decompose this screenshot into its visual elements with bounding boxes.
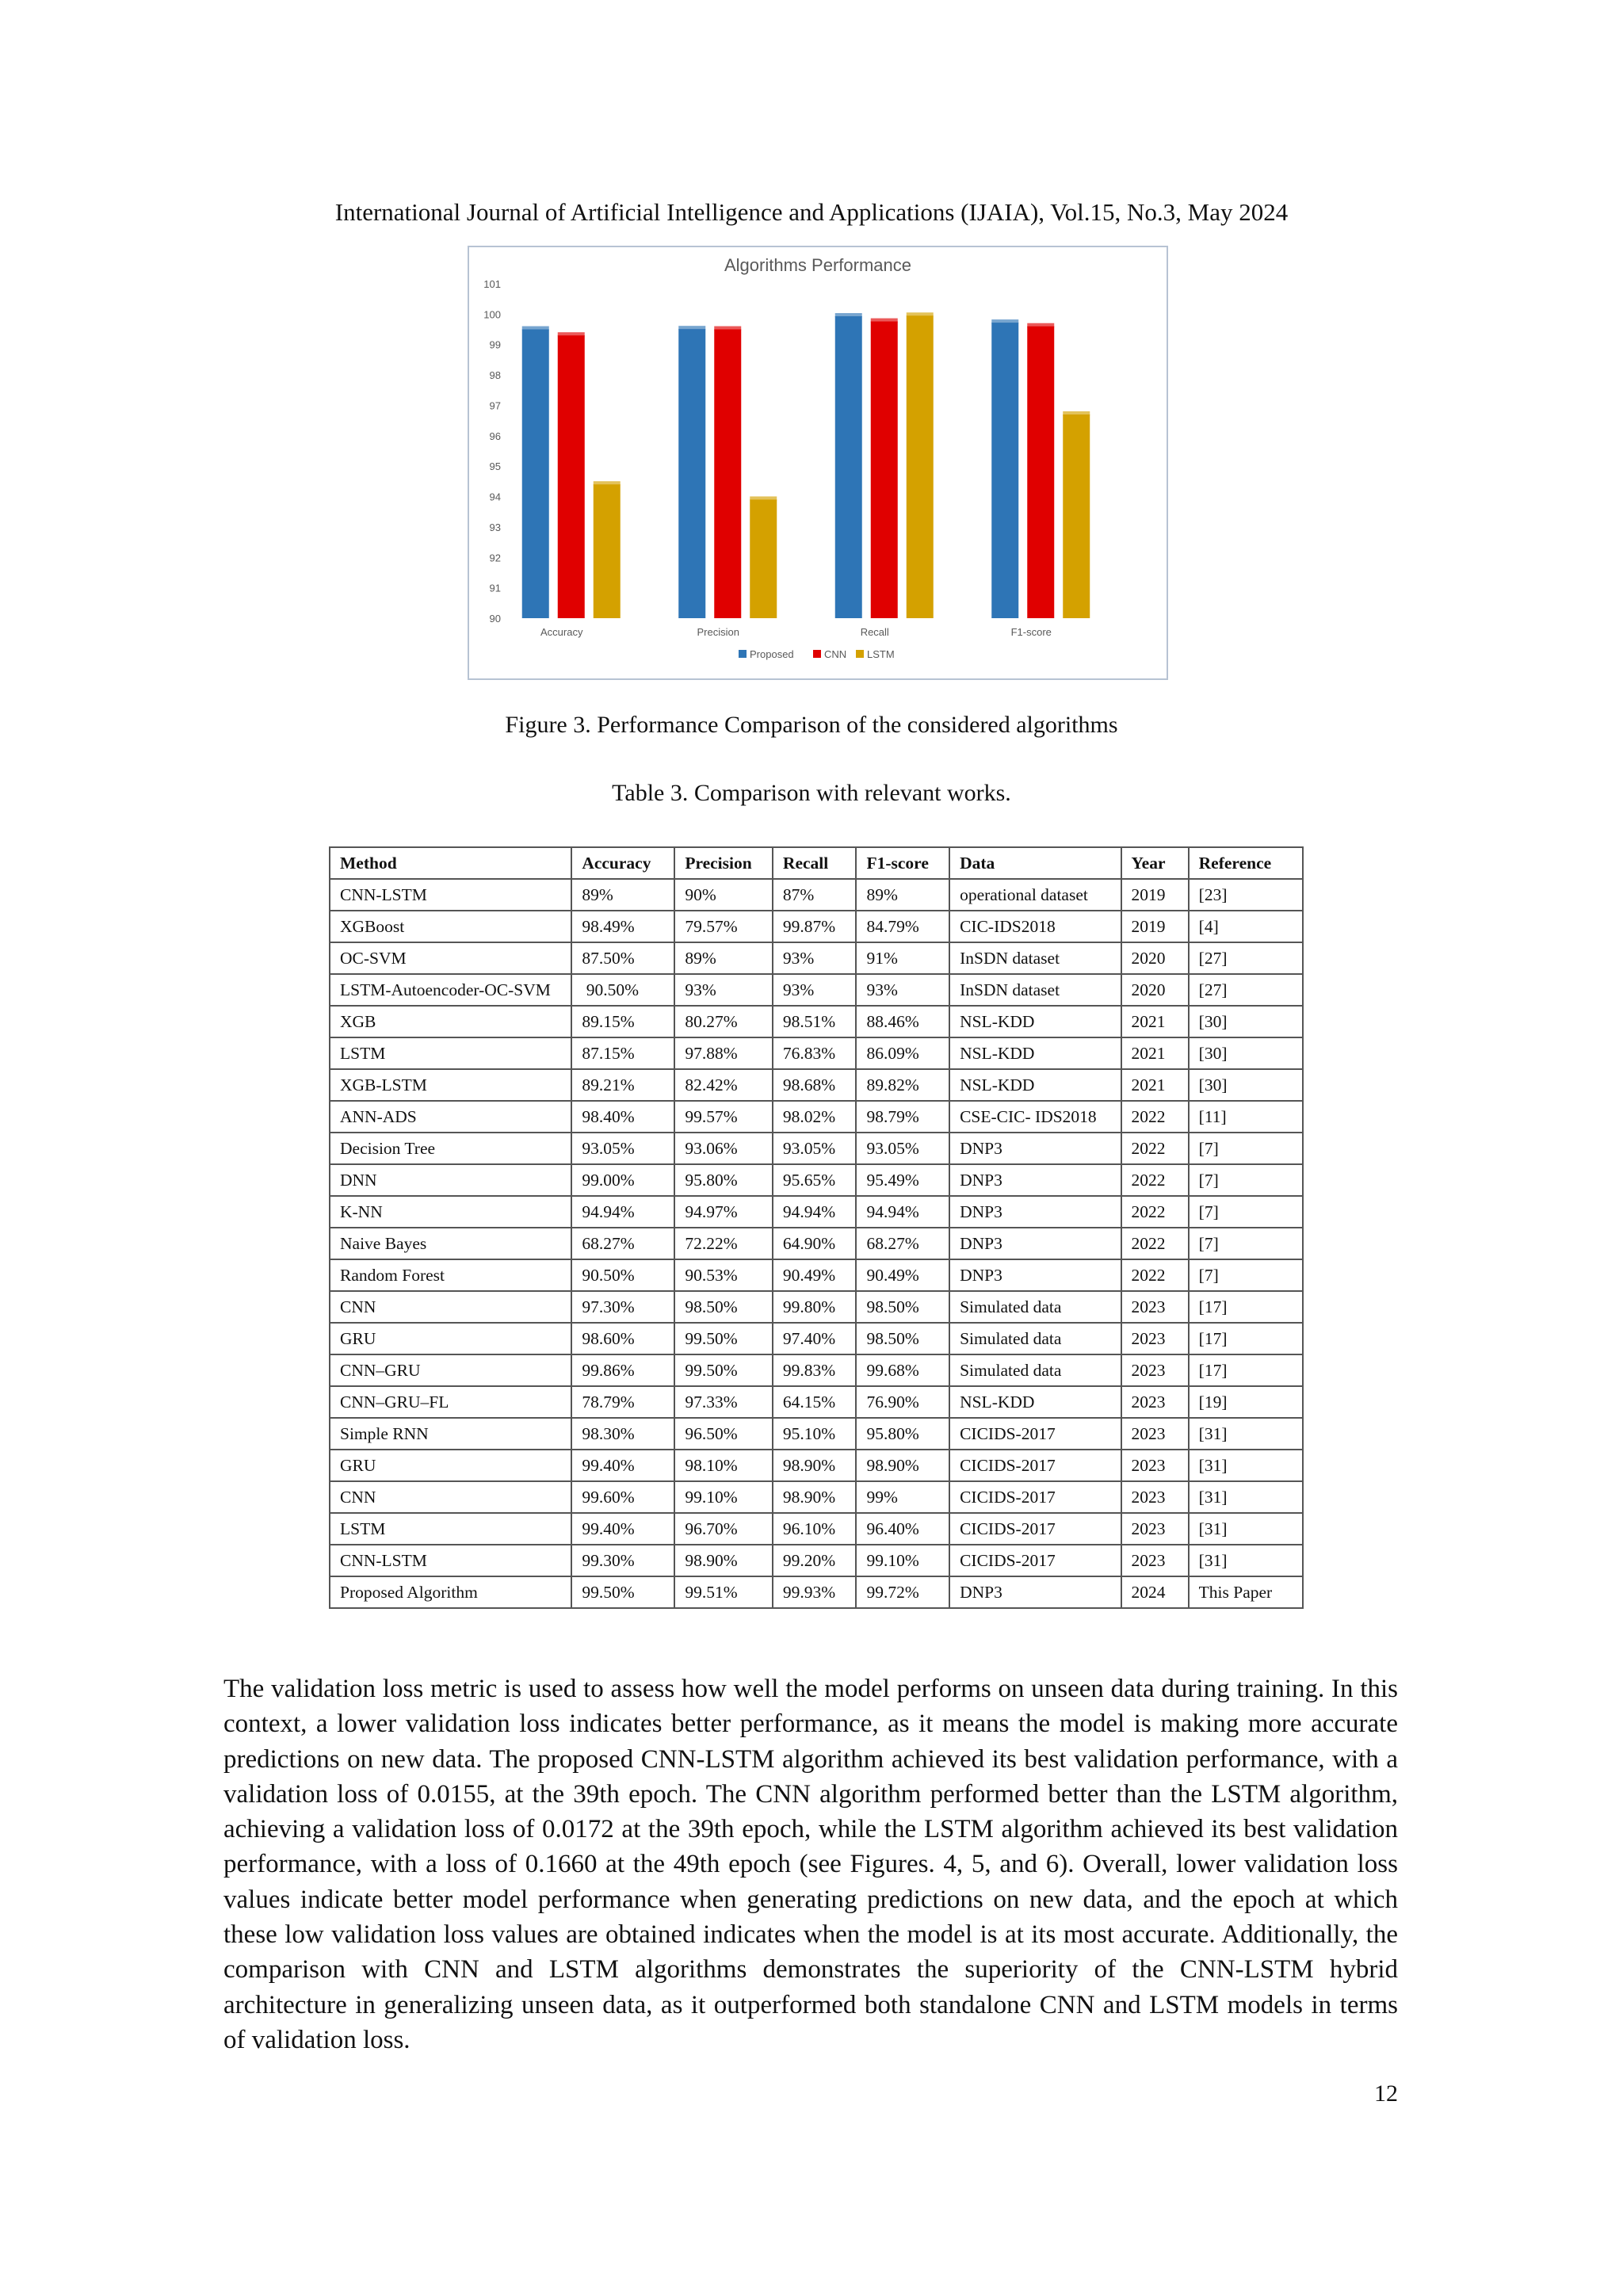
table-row (330, 1576, 1303, 1608)
table-body (330, 879, 1303, 1608)
table-row (330, 1133, 1303, 1164)
table-cell: 89.15% (571, 1006, 674, 1037)
table-cell: 95.80% (856, 1418, 949, 1450)
table-cell: 84.79% (856, 911, 949, 942)
table-cell: CICIDS-2017 (949, 1545, 1121, 1576)
table-cell: [7] (1189, 1133, 1303, 1164)
table-cell: GRU (330, 1450, 571, 1481)
table-row (330, 1101, 1303, 1133)
table-cell: 98.68% (773, 1069, 857, 1101)
legend-label: CNN (824, 648, 847, 660)
table-cell: 2021 (1121, 1069, 1189, 1101)
y-tick-label: 97 (489, 399, 501, 412)
table-cell: 2022 (1121, 1133, 1189, 1164)
bar (522, 330, 549, 618)
table-cell: [31] (1189, 1513, 1303, 1545)
table-cell: 93.05% (856, 1133, 949, 1164)
table-cell: 2023 (1121, 1418, 1189, 1450)
table-cell: NSL-KDD (949, 1386, 1121, 1418)
table-cell: 99.50% (674, 1323, 773, 1354)
table-cell: NSL-KDD (949, 1069, 1121, 1101)
table-cell: 82.42% (674, 1069, 773, 1101)
table-cell: 99.83% (773, 1354, 857, 1386)
bar (1027, 327, 1054, 618)
table-cell: 99.20% (773, 1545, 857, 1576)
table-cell: 99.87% (773, 911, 857, 942)
body-paragraph: The validation loss metric is used to assess how well the model performs on unseen data during training. In this context, a lower validation loss indicates better performance, as it means the model is making more accurate predictions on new data. The proposed CNN-LSTM algorithm achieved its best validation performance, with a validation loss of 0.0155, at the 39th epoch. The CNN algorithm performed better than the LSTM algorithm, achieving a validation loss of 0.0172 at the 39th epoch, while the LSTM algorithm achieved its best validation performance, with a loss of 0.1660 at the 49th epoch (see Figures. 4, 5, and 6). Overall, lower validation loss values indicate better model performance when generating predictions on new data, and the epoch at which these low validation loss values are obtained indicates when the model is at its most accurate. Additionally, the comparison with CNN and LSTM algorithms demonstrates the superiority of the CNN-LSTM hybrid architecture in generalizing unseen data, as it outperformed both standalone CNN and LSTM models in terms of validation loss. (223, 1675, 1398, 2054)
bar (558, 335, 585, 618)
table-cell: CICIDS-2017 (949, 1418, 1121, 1450)
table-cell: This Paper (1189, 1576, 1303, 1608)
table-cell: XGB-LSTM (330, 1069, 571, 1101)
table-cell: [27] (1189, 974, 1303, 1006)
table-cell: [31] (1189, 1418, 1303, 1450)
table-cell: 93% (856, 974, 949, 1006)
table-header-cell: Recall (773, 847, 857, 879)
table-cell: 98.49% (571, 911, 674, 942)
table-caption: Table 3. Comparison with relevant works. (612, 780, 1011, 806)
table-cell: 93% (773, 942, 857, 974)
table-cell: 98.90% (856, 1450, 949, 1481)
table-cell: 79.57% (674, 911, 773, 942)
bar-cap (558, 332, 585, 336)
table-cell: XGBoost (330, 911, 571, 942)
table-cell: 99% (856, 1481, 949, 1513)
bar-cap (522, 327, 549, 330)
table-cell: DNN (330, 1164, 571, 1196)
table-cell: LSTM (330, 1037, 571, 1069)
table-cell: 76.90% (856, 1386, 949, 1418)
table-cell: LSTM-Autoencoder-OC-SVM (330, 974, 571, 1006)
table-row (330, 1545, 1303, 1576)
table-cell: 64.15% (773, 1386, 857, 1418)
y-tick-label: 99 (489, 338, 501, 351)
table-row (330, 1259, 1303, 1291)
table-cell: 99.40% (571, 1513, 674, 1545)
table-header-cell: Reference (1189, 847, 1303, 879)
table-cell: [17] (1189, 1354, 1303, 1386)
bar-cap (907, 312, 934, 316)
table-cell: 2019 (1121, 911, 1189, 942)
table-cell: 2021 (1121, 1037, 1189, 1069)
table-cell: 96.40% (856, 1513, 949, 1545)
table-cell: [30] (1189, 1037, 1303, 1069)
table-cell: 89% (856, 879, 949, 911)
table-cell: 98.10% (674, 1450, 773, 1481)
table-cell: 98.50% (856, 1323, 949, 1354)
table-cell: NSL-KDD (949, 1037, 1121, 1069)
table-cell: [30] (1189, 1069, 1303, 1101)
table-cell: 88.46% (856, 1006, 949, 1037)
table-cell: Simple RNN (330, 1418, 571, 1450)
table-header-cell: Year (1121, 847, 1189, 879)
table-row (330, 1164, 1303, 1196)
table-cell: Simulated data (949, 1291, 1121, 1323)
table-header-cell: Method (330, 847, 571, 879)
table-cell: 99.93% (773, 1576, 857, 1608)
table-cell: 97.40% (773, 1323, 857, 1354)
table-cell: 90.49% (773, 1259, 857, 1291)
table-cell: 98.50% (674, 1291, 773, 1323)
table-row (330, 879, 1303, 911)
table-cell: 2023 (1121, 1354, 1189, 1386)
table-header-cell: Data (949, 847, 1121, 879)
table-cell: 97.30% (571, 1291, 674, 1323)
table-cell: DNP3 (949, 1133, 1121, 1164)
bar-cap (1027, 323, 1054, 327)
table-header-cell: Precision (674, 847, 773, 879)
bar-cap (678, 326, 705, 330)
table-row (330, 974, 1303, 1006)
table-cell: [19] (1189, 1386, 1303, 1418)
bar-cap (594, 481, 621, 485)
table-cell: 93.05% (571, 1133, 674, 1164)
table-cell: 98.90% (773, 1481, 857, 1513)
y-tick-label: 92 (489, 552, 501, 564)
table-cell: 99.72% (856, 1576, 949, 1608)
table-cell: 2023 (1121, 1323, 1189, 1354)
table-row (330, 1418, 1303, 1450)
y-tick-label: 90 (489, 613, 501, 625)
bar (991, 323, 1018, 618)
table-cell: 99.60% (571, 1481, 674, 1513)
table-cell: 95.10% (773, 1418, 857, 1450)
page-number: 12 (1374, 2080, 1398, 2107)
table-row (330, 911, 1303, 942)
bar-cap (750, 496, 777, 500)
table-cell: DNP3 (949, 1164, 1121, 1196)
table-cell: 2022 (1121, 1164, 1189, 1196)
table-cell: 90.49% (856, 1259, 949, 1291)
table-cell: 2020 (1121, 942, 1189, 974)
table-cell: 80.27% (674, 1006, 773, 1037)
legend-swatch (739, 650, 747, 658)
table-cell: 87% (773, 879, 857, 911)
table-cell: GRU (330, 1323, 571, 1354)
table-cell: CNN-LSTM (330, 1545, 571, 1576)
table-cell: 89% (674, 942, 773, 974)
table-cell: CICIDS-2017 (949, 1481, 1121, 1513)
table-cell: 90.50% (571, 1259, 674, 1291)
table-cell: Random Forest (330, 1259, 571, 1291)
table-cell: 97.33% (674, 1386, 773, 1418)
table-cell: 90% (674, 879, 773, 911)
table-cell: CIC-IDS2018 (949, 911, 1121, 942)
table-cell: operational dataset (949, 879, 1121, 911)
table-cell: [11] (1189, 1101, 1303, 1133)
table-cell: [23] (1189, 879, 1303, 911)
chart-title: Algorithms Performance (724, 255, 911, 275)
table-cell: 98.51% (773, 1006, 857, 1037)
table-cell: [31] (1189, 1545, 1303, 1576)
table-cell: XGB (330, 1006, 571, 1037)
table-cell: 99.57% (674, 1101, 773, 1133)
table-cell: 2023 (1121, 1386, 1189, 1418)
table-cell: 2023 (1121, 1545, 1189, 1576)
bar-cap (714, 327, 741, 330)
table-cell: [7] (1189, 1164, 1303, 1196)
legend-swatch (856, 650, 864, 658)
table-row (330, 1037, 1303, 1069)
table-cell: 2020 (1121, 974, 1189, 1006)
table-cell: 91% (856, 942, 949, 974)
table-cell: [17] (1189, 1291, 1303, 1323)
table-cell: 98.79% (856, 1101, 949, 1133)
table-cell: 98.60% (571, 1323, 674, 1354)
table-cell: 95.49% (856, 1164, 949, 1196)
table-cell: InSDN dataset (949, 974, 1121, 1006)
table-cell: 98.50% (856, 1291, 949, 1323)
table-cell: [31] (1189, 1450, 1303, 1481)
table-cell: 93.05% (773, 1133, 857, 1164)
table-cell: Simulated data (949, 1354, 1121, 1386)
table-cell: 99.10% (674, 1481, 773, 1513)
bar-cap (1063, 411, 1090, 415)
bar (835, 316, 862, 618)
table-cell: DNP3 (949, 1196, 1121, 1228)
x-tick-label: Accuracy (540, 626, 583, 638)
table-cell: 2023 (1121, 1450, 1189, 1481)
journal-header: International Journal of Artificial Intelligence and Applications (IJAIA), Vol.15, No.3, May 2024 (334, 198, 1289, 226)
table-cell: CNN–GRU (330, 1354, 571, 1386)
y-tick-label: 95 (489, 460, 501, 473)
table-row (330, 942, 1303, 974)
table-cell: 87.50% (571, 942, 674, 974)
table-cell: 2022 (1121, 1101, 1189, 1133)
table-cell: 76.83% (773, 1037, 857, 1069)
table-cell: CNN (330, 1481, 571, 1513)
table-cell: DNP3 (949, 1228, 1121, 1259)
table-cell: Simulated data (949, 1323, 1121, 1354)
y-tick-label: 96 (489, 430, 501, 442)
table-cell: Naive Bayes (330, 1228, 571, 1259)
table-header-cell: F1-score (856, 847, 949, 879)
table-cell: 89% (571, 879, 674, 911)
table-cell: 94.97% (674, 1196, 773, 1228)
table-cell: 2023 (1121, 1291, 1189, 1323)
table-cell: 96.50% (674, 1418, 773, 1450)
table-cell: 2022 (1121, 1228, 1189, 1259)
table-row (330, 1354, 1303, 1386)
y-tick-label: 93 (489, 521, 501, 533)
table-cell: 86.09% (856, 1037, 949, 1069)
y-tick-label: 101 (483, 278, 501, 290)
table-cell: [30] (1189, 1006, 1303, 1037)
table-cell: 99.30% (571, 1545, 674, 1576)
performance-chart (468, 246, 1168, 680)
table-row (330, 1006, 1303, 1037)
table-cell: CICIDS-2017 (949, 1513, 1121, 1545)
table-cell: 2022 (1121, 1259, 1189, 1291)
table-cell: LSTM (330, 1513, 571, 1545)
table-cell: 89.82% (856, 1069, 949, 1101)
table-row (330, 1196, 1303, 1228)
table-cell: 95.80% (674, 1164, 773, 1196)
table-cell: DNP3 (949, 1259, 1121, 1291)
table-cell: [31] (1189, 1481, 1303, 1513)
table-cell: 72.22% (674, 1228, 773, 1259)
table-cell: 98.30% (571, 1418, 674, 1450)
table-cell: 99.40% (571, 1450, 674, 1481)
table-cell: 94.94% (773, 1196, 857, 1228)
table-cell: 99.00% (571, 1164, 674, 1196)
comparison-table (329, 846, 1304, 1609)
table-cell: NSL-KDD (949, 1006, 1121, 1037)
bar (714, 330, 741, 618)
table-cell: DNP3 (949, 1576, 1121, 1608)
table-cell: 2019 (1121, 879, 1189, 911)
table-cell: CICIDS-2017 (949, 1450, 1121, 1481)
table-cell: [7] (1189, 1228, 1303, 1259)
bar (678, 329, 705, 618)
table-cell: 95.65% (773, 1164, 857, 1196)
legend-label: Proposed (750, 648, 794, 660)
table-row (330, 1323, 1303, 1354)
table-cell: K-NN (330, 1196, 571, 1228)
table-row (330, 1386, 1303, 1418)
bar-cap (991, 319, 1018, 323)
x-tick-label: F1-score (1010, 626, 1052, 638)
table-row (330, 1450, 1303, 1481)
table-cell: CSE-CIC- IDS2018 (949, 1101, 1121, 1133)
table-row (330, 1069, 1303, 1101)
table-cell: 99.80% (773, 1291, 857, 1323)
table-header-row (330, 847, 1303, 879)
table-cell: ANN-ADS (330, 1101, 571, 1133)
table-cell: 93% (674, 974, 773, 1006)
table-cell: 89.21% (571, 1069, 674, 1101)
bar (750, 499, 777, 618)
table-cell: [4] (1189, 911, 1303, 942)
table-cell: 94.94% (571, 1196, 674, 1228)
table-cell: 97.88% (674, 1037, 773, 1069)
table-cell: InSDN dataset (949, 942, 1121, 974)
table-cell: 2024 (1121, 1576, 1189, 1608)
table-header-cell: Accuracy (571, 847, 674, 879)
bar-cap (871, 319, 898, 323)
table-row (330, 1513, 1303, 1545)
table-cell: 99.68% (856, 1354, 949, 1386)
table-cell: CNN (330, 1291, 571, 1323)
table-row (330, 1228, 1303, 1259)
table-cell: 93.06% (674, 1133, 773, 1164)
table-cell: 93% (773, 974, 857, 1006)
table-cell: CNN-LSTM (330, 879, 571, 911)
table-cell: 78.79% (571, 1386, 674, 1418)
bar-cap (835, 313, 862, 317)
table-row (330, 1481, 1303, 1513)
bar (594, 484, 621, 618)
table-cell: 99.50% (571, 1576, 674, 1608)
bar (1063, 415, 1090, 618)
table-cell: Decision Tree (330, 1133, 571, 1164)
y-tick-label: 91 (489, 582, 501, 594)
legend-swatch (813, 650, 821, 658)
table-cell: 98.02% (773, 1101, 857, 1133)
table-cell: 68.27% (571, 1228, 674, 1259)
table-cell: 98.90% (773, 1450, 857, 1481)
x-tick-label: Precision (697, 626, 739, 638)
table-cell: 99.50% (674, 1354, 773, 1386)
table-cell: [7] (1189, 1259, 1303, 1291)
table-cell: 94.94% (856, 1196, 949, 1228)
table-cell: 64.90% (773, 1228, 857, 1259)
table-cell: 99.86% (571, 1354, 674, 1386)
figure-caption: Figure 3. Performance Comparison of the considered algorithms (505, 712, 1118, 738)
table-cell: 2023 (1121, 1513, 1189, 1545)
table-cell: 99.51% (674, 1576, 773, 1608)
table-cell: [17] (1189, 1323, 1303, 1354)
bar (871, 322, 898, 618)
table-cell: 90.53% (674, 1259, 773, 1291)
table-cell: 96.10% (773, 1513, 857, 1545)
y-tick-label: 98 (489, 369, 501, 382)
table-cell: 2021 (1121, 1006, 1189, 1037)
table-cell: 2022 (1121, 1196, 1189, 1228)
table-cell: [7] (1189, 1196, 1303, 1228)
table-cell: 98.40% (571, 1101, 674, 1133)
table-cell: Proposed Algorithm (330, 1576, 571, 1608)
table-cell: 98.90% (674, 1545, 773, 1576)
table-cell: 87.15% (571, 1037, 674, 1069)
x-tick-label: Recall (860, 626, 889, 638)
legend-label: LSTM (867, 648, 895, 660)
table-cell: 99.10% (856, 1545, 949, 1576)
table-cell: 68.27% (856, 1228, 949, 1259)
table-row (330, 1291, 1303, 1323)
table-cell: 90.50% (571, 974, 674, 1006)
table-cell: [27] (1189, 942, 1303, 974)
y-tick-label: 94 (489, 491, 501, 503)
bar-chart-svg (469, 247, 1167, 678)
table-cell: 2023 (1121, 1481, 1189, 1513)
table-cell: OC-SVM (330, 942, 571, 974)
table-cell: 96.70% (674, 1513, 773, 1545)
table-cell: CNN–GRU–FL (330, 1386, 571, 1418)
y-tick-label: 100 (483, 308, 501, 321)
bar (907, 315, 934, 618)
